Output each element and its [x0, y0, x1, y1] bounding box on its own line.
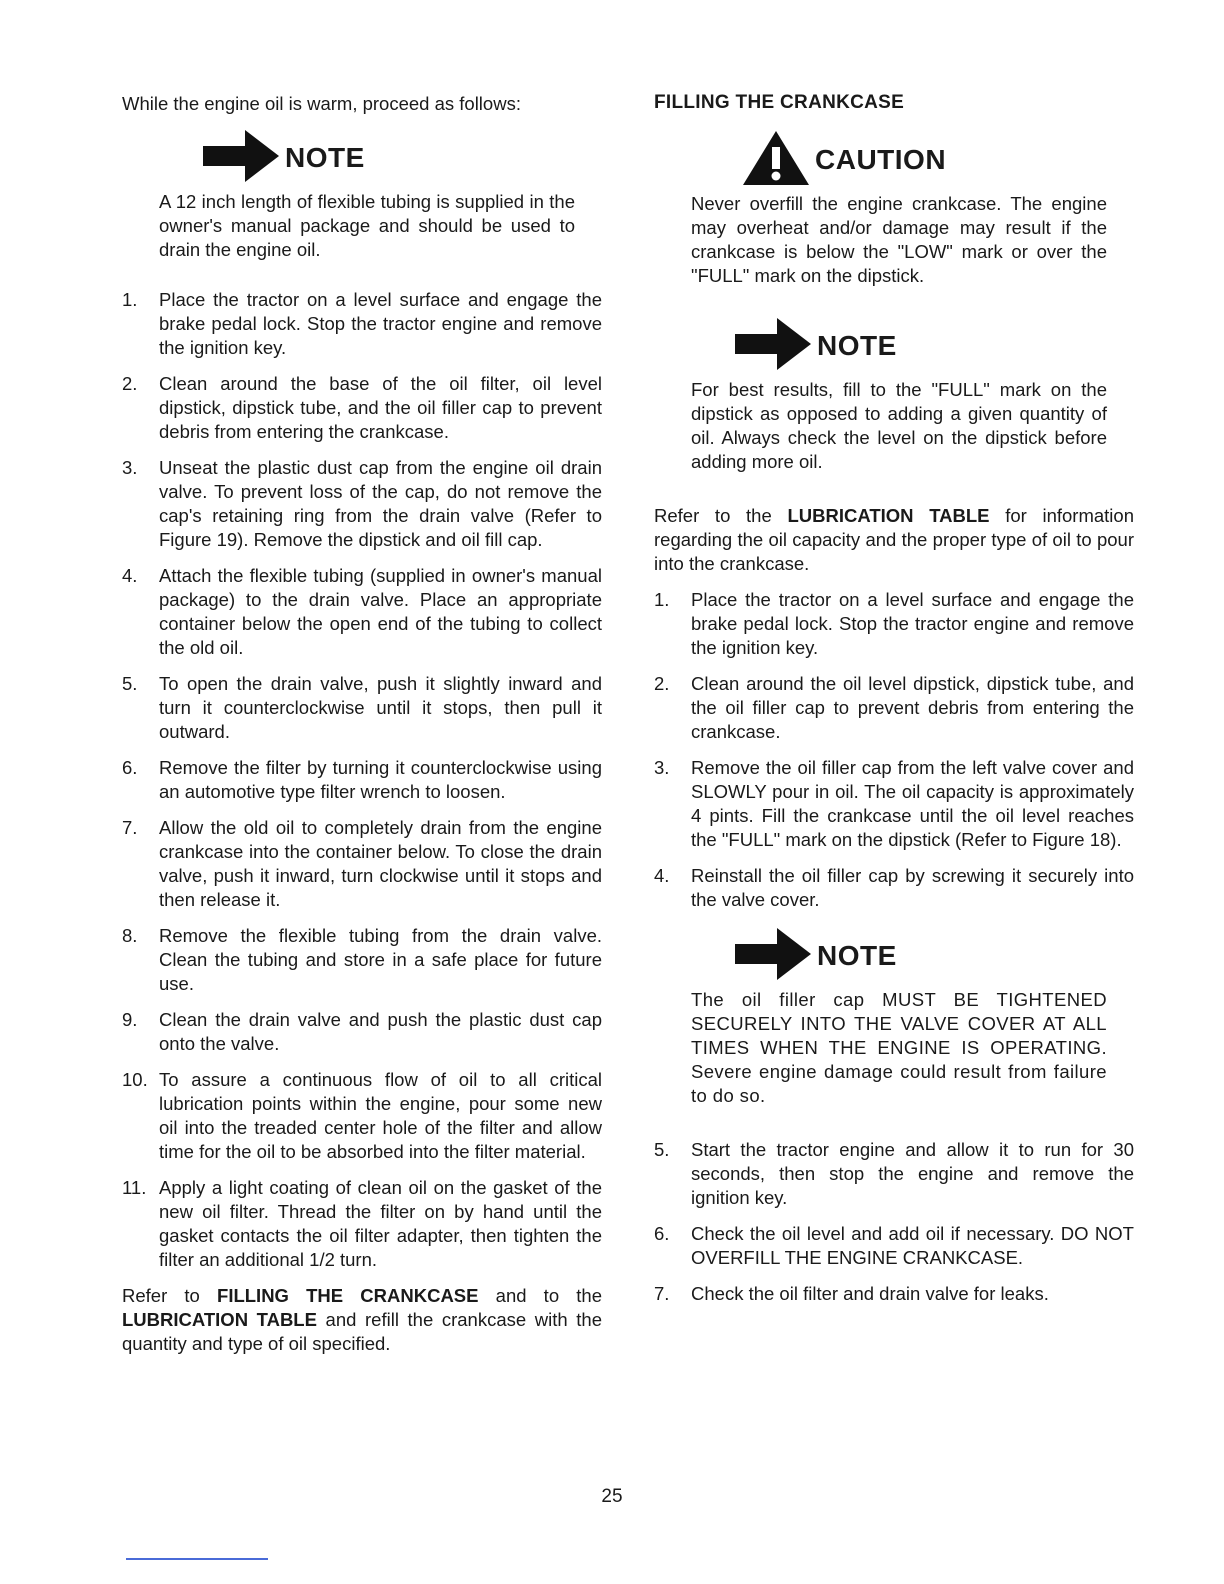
note-header [159, 130, 575, 186]
list-item: 8. Remove the flexible tubing from the drain valve. Clean the tubing and store in a safe place for future use. [122, 925, 602, 994]
note-callout [691, 318, 1107, 474]
list-item: 1. Place the tractor on a level surface and engage the brake pedal lock. Stop the tractor engine and remove the ignition key. [654, 589, 1134, 658]
note-label: NOTE [817, 330, 897, 361]
drain-steps-list [122, 288, 602, 1272]
list-item: 3. Remove the oil filler cap from the left valve cover and SLOWLY pour in oil. The oil capacity is approximately 4 pints. Fill the crankcase until the oil level reaches the "FULL" mark on the dipstick (Refer to Figure 18). [654, 757, 1134, 850]
refer-paragraph: Refer to the LUBRICATION TABLE for information regarding the oil capacity and the proper type of oil to pour into the crankcase. [654, 505, 1134, 574]
arrow-right-icon [733, 926, 813, 987]
list-item: 4. Attach the flexible tubing (supplied in owner's manual package) to the drain valve. Place an appropriate container below the open end of the tubing to collect the old oil. [122, 565, 602, 658]
intro-text: While the engine oil is warm, proceed as follows: [122, 93, 521, 114]
lubrication-table-reference: LUBRICATION TABLE [787, 505, 990, 526]
page-number: 25 [601, 1486, 623, 1507]
note-text: For best results, fill to the "FULL" mark on the dipstick as opposed to adding a given quantity of oil. Always check the level on the dipstick before adding more oil. [691, 379, 1107, 472]
list-item: 9. Clean the drain valve and push the plastic dust cap onto the valve. [122, 1009, 602, 1054]
arrow-right-icon [733, 316, 813, 377]
left-column [122, 88, 602, 1356]
filling-crankcase-reference: FILLING THE CRANKCASE [217, 1285, 479, 1306]
list-item: 6. Remove the filter by turning it counterclockwise using an automotive type filter wrench to loosen. [122, 757, 602, 802]
footer-rule [126, 1558, 268, 1560]
arrow-right-icon [201, 128, 281, 189]
list-item: 2. Clean around the oil level dipstick, dipstick tube, and the oil filler cap to prevent debris from entering the crankcase. [654, 673, 1134, 742]
list-item: 10. To assure a continuous flow of oil to all critical lubrication points within the engine, pour some new oil into the treaded center hole of the filter and allow time for the oil to be absorbed into the filter material. [122, 1069, 602, 1162]
list-item: 7. Check the oil filter and drain valve for leaks. [654, 1283, 1049, 1304]
caution-callout [691, 132, 1107, 288]
lubrication-table-reference: LUBRICATION TABLE [122, 1309, 317, 1330]
note-header [691, 928, 1107, 984]
warning-triangle-icon [741, 129, 811, 192]
list-item: 3. Unseat the plastic dust cap from the engine oil drain valve. To prevent loss of the cap, do not remove the cap's retaining ring from the drain valve (Refer to Figure 19). Remove the dipstick and oil fill cap. [122, 457, 602, 550]
note-callout [691, 928, 1107, 1108]
caution-header [691, 132, 1107, 188]
list-item: 4. Reinstall the oil filler cap by screwing it securely into the valve cover. [654, 865, 1134, 910]
caution-text: Never overfill the engine crankcase. The engine may overheat and/or damage may result if the crankcase is below the "LOW" mark or over the "FULL" mark on the dipstick. [691, 193, 1107, 286]
list-item: 2. Clean around the base of the oil filter, oil level dipstick, dipstick tube, and the oil filler cap to prevent debris from entering the crankcase. [122, 373, 602, 442]
list-item: 5. To open the drain valve, push it slightly inward and turn it counterclockwise until it stops, then pull it outward. [122, 673, 602, 742]
list-item: 6. Check the oil level and add oil if necessary. DO NOT OVERFILL THE ENGINE CRANKCASE. [654, 1223, 1134, 1268]
list-item: 1. Place the tractor on a level surface and engage the brake pedal lock. Stop the tractor engine and remove the ignition key. [122, 289, 602, 358]
caution-label: CAUTION [815, 144, 947, 175]
fill-steps-list-continued [654, 1138, 1134, 1306]
fill-steps-list [654, 588, 1134, 912]
note-text: A 12 inch length of flexible tubing is supplied in the owner's manual package and should be used to drain the engine oil. [159, 191, 575, 260]
note-label: NOTE [817, 940, 897, 971]
list-item: 11. Apply a light coating of clean oil on the gasket of the new oil filter. Thread the filter on by hand until the gasket contacts the oil filter adapter, then tighten the filter an additional 1/2 turn. [122, 1177, 602, 1270]
right-column [654, 88, 1134, 1318]
list-item: 5. Start the tractor engine and allow it to run for 30 seconds, then stop the engine and remove the ignition key. [654, 1139, 1134, 1208]
note-label: NOTE [285, 142, 365, 173]
section-heading: FILLING THE CRANKCASE [654, 92, 905, 113]
note-header [691, 318, 1107, 374]
note-text: The oil filler cap MUST BE TIGHTENED SECURELY INTO THE VALVE COVER AT ALL TIMES WHEN THE ENGINE IS OPERATING. Severe engine damage could result from failure to do so. [691, 989, 1107, 1106]
closing-paragraph: Refer to FILLING THE CRANKCASE and to the LUBRICATION TABLE and refill the crankcase with the quantity and type of oil specified. [122, 1285, 602, 1354]
list-item: 7. Allow the old oil to completely drain from the engine crankcase into the container below. To close the drain valve, push it inward, turn clockwise until it stops and then release it. [122, 817, 602, 910]
note-callout [159, 130, 575, 262]
